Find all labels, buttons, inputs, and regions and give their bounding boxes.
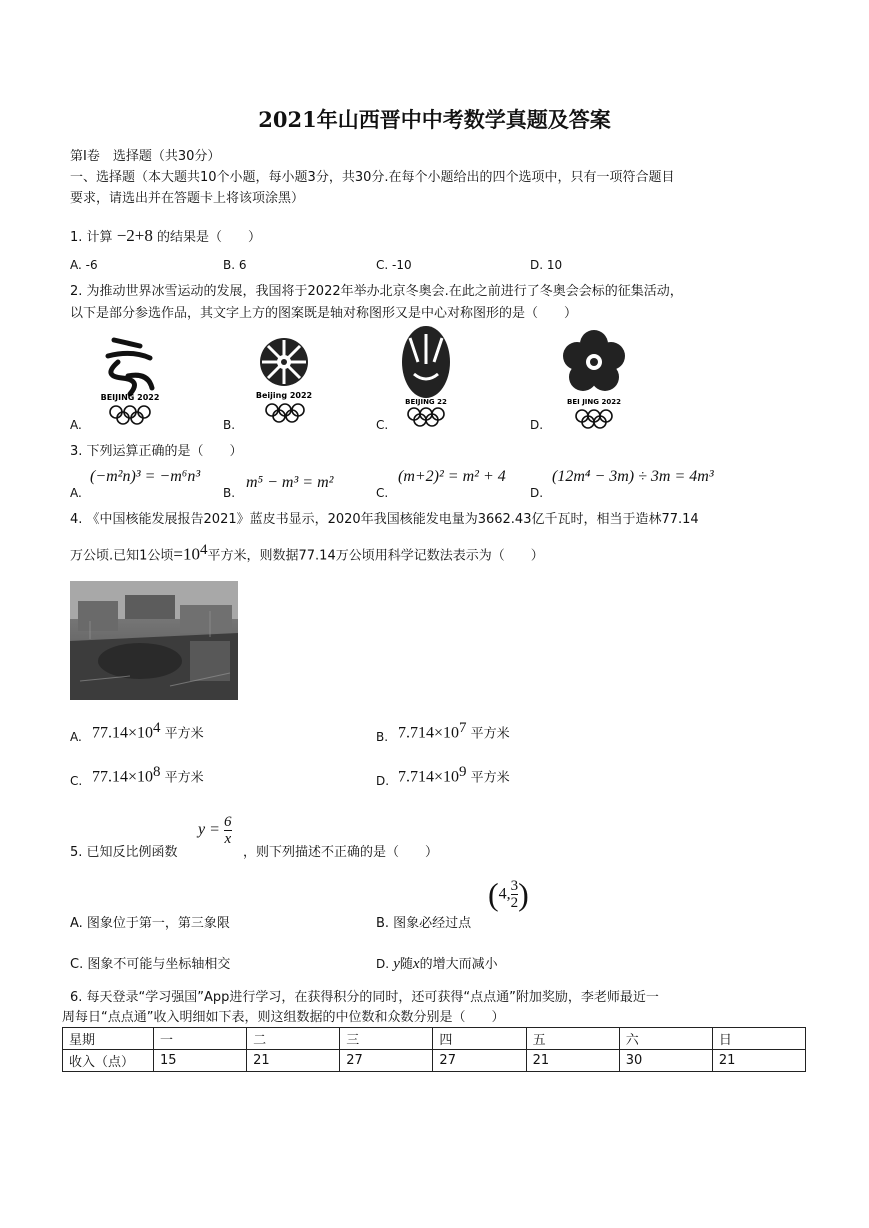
q6-line1: 6. 每天登录“学习强国”App进行学习，在获得积分的同时，还可获得“点点通”附加奖励，李老师最近一: [70, 990, 659, 1005]
q5-point-num: 3: [510, 878, 519, 894]
table-cell: 星期: [63, 1028, 154, 1050]
q4-option-d-unit: 平方米: [470, 770, 510, 786]
q4-option-b-exp: 7: [459, 720, 467, 736]
table-cell: 六: [619, 1028, 712, 1050]
table-cell: 21: [712, 1050, 805, 1072]
q3-option-b: B.: [223, 486, 236, 500]
table-cell: 收入（点）: [63, 1050, 154, 1072]
table-cell: 27: [433, 1050, 526, 1072]
q5-option-d-x: x: [412, 956, 420, 972]
q3-expr-a: (−m²n)³ = −m⁶n³: [90, 468, 201, 485]
table-cell: 五: [526, 1028, 619, 1050]
logo-b-image: [246, 328, 322, 428]
q5-option-b-point: (4, $\frac{3}{2}$ ): [488, 876, 529, 912]
page-title: 2021年山西晋中中考数学真题及答案: [258, 107, 611, 132]
q4-option-b-base: 7.714×10: [398, 724, 460, 742]
logo-c-text: BEIJING 22: [405, 398, 447, 406]
q6-line2: 周每日“点点通”收入明细如下表，则这组数据的中位数和众数分别是（ ）: [62, 1010, 505, 1025]
q5-option-d-label: D.: [376, 957, 390, 971]
q4-line2-prefix: 万公顷.已知1公顷: [70, 548, 174, 564]
q2-option-d: D.: [530, 418, 544, 432]
table-cell: 27: [340, 1050, 433, 1072]
q5-func-num: 6: [224, 814, 232, 830]
q5-stem-prefix: 5. 已知反比例函数: [70, 845, 178, 860]
q4-option-a-base: 77.14×10: [92, 724, 154, 742]
q1-option-d: D. 10: [530, 258, 563, 272]
q1-option-b: B. 6: [223, 258, 247, 272]
q3-expr-c: (m+2)² = m² + 4: [398, 468, 506, 485]
q2-option-c: C.: [376, 418, 389, 432]
q4-option-d-label: D.: [376, 774, 390, 788]
q5-func-den: x: [224, 831, 232, 847]
section-heading: 第Ⅰ卷 选择题（共30分）: [70, 149, 221, 164]
q4-option-c-exp: 8: [153, 764, 161, 780]
logo-d-text: BEI JING 2022: [567, 398, 621, 406]
q5-func-lhs: y =: [198, 821, 220, 838]
table-cell: 一: [154, 1028, 247, 1050]
q4-option-c: [92, 764, 204, 786]
q3-expr-d: (12m⁴ − 3m) ÷ 3m = 4m³: [552, 468, 714, 485]
logo-c-image: [394, 324, 458, 430]
q1-stem-suffix: 的结果是（ ）: [157, 230, 262, 245]
q4-option-d-base: 7.714×10: [398, 768, 460, 786]
q4-option-a-unit: 平方米: [164, 726, 204, 742]
q4-line2-exp: 4: [200, 542, 208, 558]
q5-option-c: C. 图象不可能与坐标轴相交: [70, 957, 231, 972]
q4-option-a-exp: 4: [153, 720, 161, 736]
q3-stem: 3. 下列运算正确的是（ ）: [70, 444, 243, 459]
q5-option-b: B. 图象必经过点: [376, 916, 472, 931]
q4-option-a-label: A.: [70, 730, 82, 744]
q5-point-den: 2: [510, 895, 519, 911]
q4-option-d-exp: 9: [459, 764, 467, 780]
q2-line2: 以下是部分参选作品，其文字上方的图案既是轴对称图形又是中心对称图形的是（ ）: [70, 306, 578, 321]
q4-option-b: [398, 720, 510, 742]
q5-func-fraction: [224, 814, 232, 847]
q3-option-c: C.: [376, 486, 389, 500]
income-table: [62, 1027, 806, 1072]
q1-option-a: A. -6: [70, 258, 98, 272]
q4-option-b-label: B.: [376, 730, 389, 744]
q3-option-a: A.: [70, 486, 82, 500]
q5-option-d-mid: 随: [399, 957, 413, 972]
q2-option-a: A.: [70, 418, 82, 432]
q5-option-a: A. 图象位于第一，第三象限: [70, 916, 230, 931]
logo-a-text: BEIJING 2022: [100, 393, 160, 402]
q1-option-c: C. -10: [376, 258, 412, 272]
table-cell: 三: [340, 1028, 433, 1050]
q4-option-c-unit: 平方米: [164, 770, 204, 786]
table-cell: 日: [712, 1028, 805, 1050]
table-cell: 15: [154, 1050, 247, 1072]
table-cell: 四: [433, 1028, 526, 1050]
q5-option-d-y: y: [393, 956, 400, 972]
table-cell: 21: [526, 1050, 619, 1072]
q5-option-d-suffix: 的增大而减小: [419, 957, 498, 972]
q5-point-x: 4,: [498, 885, 511, 903]
q2-line1: 2. 为推动世界冰雪运动的发展，我国将于2022年举办北京冬奥会.在此之前进行了冬奥会会标的征集活动，: [70, 284, 683, 299]
instructions-line2: 要求，请选出并在答题卡上将该项涂黑）: [70, 191, 305, 206]
table-row: [63, 1050, 806, 1072]
question-1-stem: [70, 226, 261, 246]
q5-function: [198, 814, 232, 847]
q4-option-a: [92, 720, 204, 742]
q4-option-c-label: C.: [70, 774, 83, 788]
table-cell: 二: [247, 1028, 340, 1050]
q5-option-d: [376, 953, 498, 973]
logo-d-image: [552, 326, 636, 430]
q4-line2-suffix: 平方米，则数据77.14万公顷用科学记数法表示为（ ）: [207, 548, 544, 564]
logo-b-text: Beijing 2022: [255, 391, 313, 400]
logo-a-image: [92, 332, 168, 428]
q3-option-d: D.: [530, 486, 544, 500]
q1-stem-prefix: 1. 计算: [70, 230, 113, 245]
q4-option-d: [398, 764, 510, 786]
q5-stem-suffix: ，则下列描述不正确的是（ ）: [243, 845, 439, 860]
q4-option-c-base: 77.14×10: [92, 768, 154, 786]
power-plant-photo: [70, 581, 238, 700]
q4-line1: 4. 《中国核能发展报告2021》蓝皮书显示，2020年我国核能发电量为3662.43亿千瓦时，相当于造林77.14: [70, 512, 699, 527]
q1-expression: −2+8: [116, 226, 153, 245]
q3-expr-b: m⁵ − m³ = m²: [246, 474, 334, 491]
q4-line2-math: =10: [173, 544, 200, 564]
instructions-line1: 一、选择题（本大题共10个小题，每小题3分，共30分.在每个小题给出的四个选项中，只有一项符合题目: [70, 170, 675, 185]
table-cell: 21: [247, 1050, 340, 1072]
table-cell: 30: [619, 1050, 712, 1072]
table-header-row: [63, 1028, 806, 1050]
q2-option-b: B.: [223, 418, 236, 432]
q4-option-b-unit: 平方米: [470, 726, 510, 742]
q4-line2: [70, 542, 544, 564]
